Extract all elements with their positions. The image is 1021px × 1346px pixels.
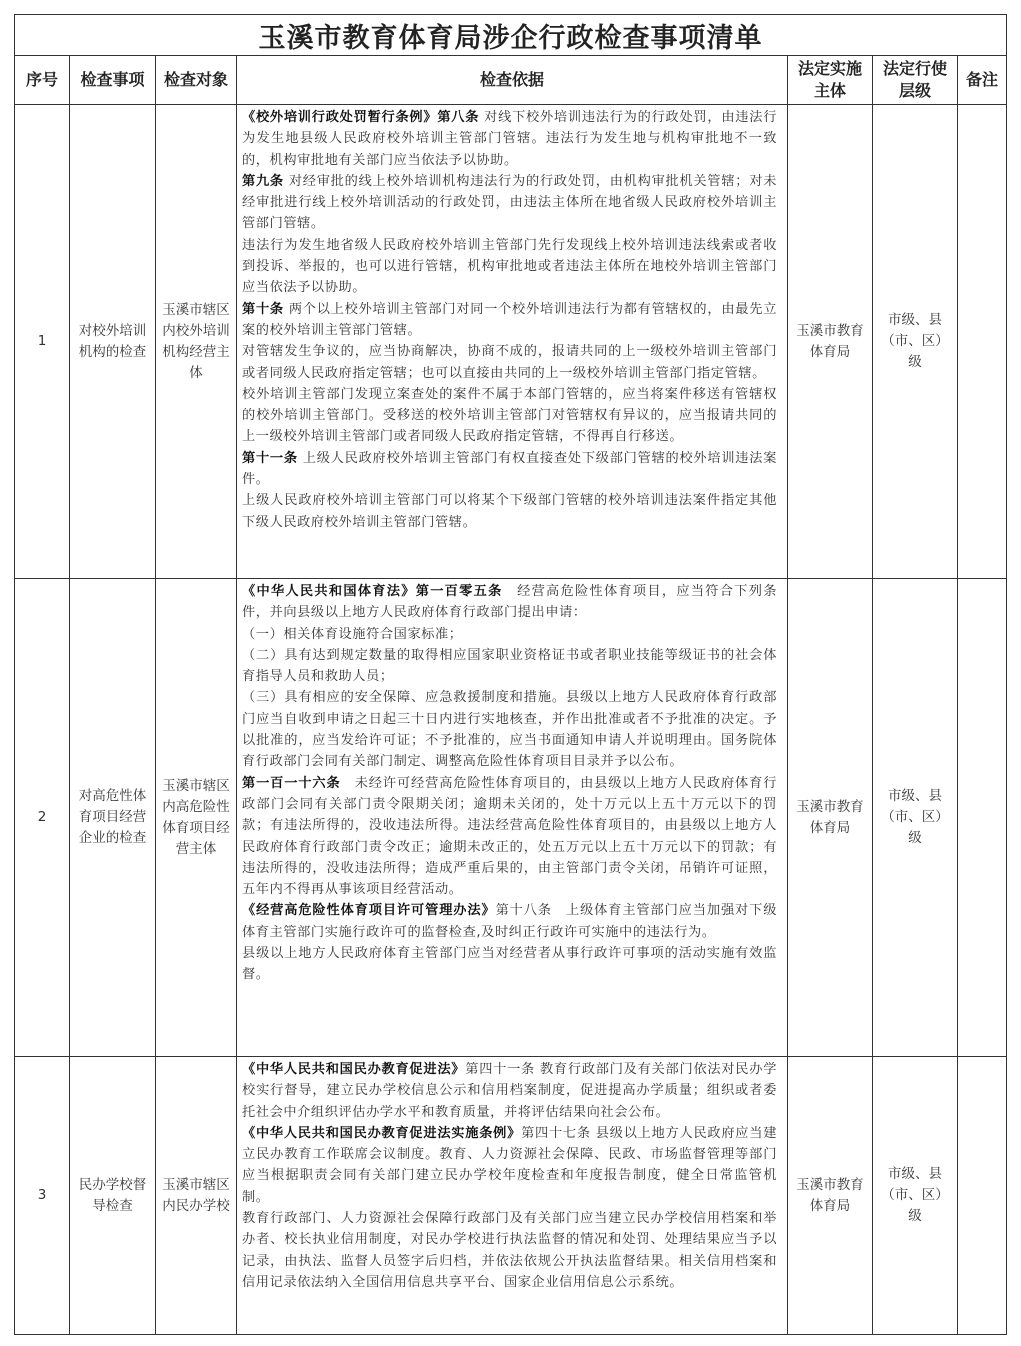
basis-text: 校外培训主管部门发现立案查处的案件不属于本部门管辖的，应当将案件移送有管辖权的校外培训主管部门。受移送的校外培训主管部门对管辖权有异议的，应当报请共同的上一级校外培训主管部门或者同级人民政府指定管辖，不得再自行移送。 bbox=[242, 386, 777, 445]
row-remark bbox=[958, 1057, 1007, 1335]
header-level: 法定行使层级 bbox=[873, 56, 958, 105]
row-subject: 玉溪市教育体育局 bbox=[788, 105, 873, 579]
row-seq: 2 bbox=[15, 579, 70, 1057]
header-remark: 备注 bbox=[958, 56, 1007, 105]
basis-paragraph bbox=[242, 645, 777, 688]
row-level: 市级、县（市、区）级 bbox=[873, 1057, 958, 1335]
row-remark bbox=[958, 105, 1007, 579]
row-target: 玉溪市辖区内高危险性体育项目经营主体 bbox=[156, 579, 237, 1057]
basis-text: 对线下校外培训违法行为的行政处罚，由违法行为发生地县级人民政府校外培训主管部门管辖。违法行为发生地与机构审批地不一致的，机构审批地有关部门应当依法予以协助。 bbox=[242, 110, 778, 168]
header-seq: 序号 bbox=[15, 56, 70, 105]
table-row bbox=[15, 105, 1007, 579]
basis-text: 第四十七条 县级以上地方人民政府应当建立民办教育工作联席会议制度。教育、人力资源社会保障、民政、市场监督管理等部门应当根据职责会同有关部门建立民办学校年度检查和年度报告制度，健全日常监管机制。 bbox=[242, 1125, 778, 1205]
basis-text: 未经许可经营高危险性体育项目的，由县级以上地方人民政府体育行政部门会同有关部门责令限期关闭；逾期未关闭的，处十万元以上五十万元以下的罚款；有违法所得的，没收违法所得。违法经营高危险性体育项目的，由县级以上地方人民政府体育行政部门责令改正；逾期未改正的，处五万元以上五十万元以下的罚款；有违法所得的，没收违法所得；造成严重后果的，由主管部门责令关闭，吊销许可证照，五年内不得再从事该项目经营活动。 bbox=[242, 775, 777, 898]
basis-paragraph bbox=[242, 1208, 777, 1293]
basis-text: 教育行政部门、人力资源社会保障行政部门及有关部门应当建立民办学校信用档案和举办者、校长执业信用制度，对民办学校进行执法监督的情况和处罚、处理结果应当予以记录，由执法、监督人员签字后归档，并依法依规公开执法监督结果。相关信用档案和信用记录依法纳入全国信用信息共享平台、国家企业信用信息公示系统。 bbox=[242, 1211, 777, 1290]
row-item: 对校外培训机构的检查 bbox=[70, 105, 156, 579]
row-item: 对高危性体育项目经营企业的检查 bbox=[70, 579, 156, 1057]
table-row bbox=[15, 1057, 1007, 1335]
header-item: 检查事项 bbox=[70, 56, 156, 105]
basis-paragraph bbox=[242, 171, 777, 235]
row-basis bbox=[237, 1057, 788, 1335]
row-subject: 玉溪市教育体育局 bbox=[788, 1057, 873, 1335]
basis-paragraph bbox=[242, 900, 777, 943]
basis-article: 《校外培训行政处罚暂行条例》第八条 bbox=[242, 110, 480, 125]
basis-paragraph bbox=[242, 299, 777, 342]
row-item: 民办学校督导检查 bbox=[70, 1057, 156, 1335]
basis-text: 上级人民政府校外培训主管部门可以将某个下级部门管辖的校外培训违法案件指定其他下级人民政府校外培训主管部门管辖。 bbox=[242, 493, 777, 530]
inspection-table bbox=[14, 14, 1007, 1335]
basis-article: 第一百一十六条 bbox=[242, 775, 341, 791]
basis-text: （三）具有相应的安全保障、应急救援制度和措施。县级以上地方人民政府体育行政部门应当自收到申请之日起三十日内进行实地核查，并作出批准或者不予批准的决定。予以批准的，应当发给许可证；不予批准的，应当书面通知申请人并说明理由。国务院体育行政部门会同有关部门制定、调整高危险性体育项目目录并予以公布。 bbox=[242, 690, 777, 770]
basis-paragraph bbox=[242, 448, 777, 491]
row-basis bbox=[237, 105, 788, 579]
table-row bbox=[15, 579, 1007, 1057]
basis-paragraph bbox=[242, 490, 777, 533]
basis-article: 《中华人民共和国民办教育促进法实施条例》 bbox=[242, 1125, 522, 1141]
basis-paragraph bbox=[242, 235, 777, 299]
basis-text: 第十八条 上级体育主管部门应当加强对下级体育主管部门实施行政许可的监督检查,及时纠正行政许可实施中的违法行为。 bbox=[242, 903, 777, 940]
page-title: 玉溪市教育体育局涉企行政检查事项清单 bbox=[15, 15, 1007, 56]
row-target: 玉溪市辖区内民办学校 bbox=[156, 1057, 237, 1335]
header-target: 检查对象 bbox=[156, 56, 237, 105]
row-remark bbox=[958, 579, 1007, 1057]
basis-article: 《中华人民共和国体育法》第一百零五条 bbox=[242, 584, 503, 599]
basis-paragraph bbox=[242, 1123, 777, 1208]
basis-text: 两个以上校外培训主管部门对同一个校外培训违法行为都有管辖权的，由最先立案的校外培训主管部门管辖。 bbox=[242, 301, 777, 338]
row-basis bbox=[237, 579, 788, 1057]
row-level: 市级、县（市、区）级 bbox=[873, 105, 958, 579]
basis-article: 第十一条 bbox=[242, 450, 298, 466]
basis-text: 县级以上地方人民政府体育主管部门应当对经营者从事行政许可事项的活动实施有效监督。 bbox=[242, 946, 777, 983]
header-subject: 法定实施主体 bbox=[788, 56, 873, 105]
basis-text: 违法行为发生地省级人民政府校外培训主管部门先行发现线上校外培训违法线索或者收到投诉、举报的，也可以进行管辖，机构审批地或者违法主体所在地校外培训主管部门应当依法予以协助。 bbox=[242, 237, 777, 296]
basis-paragraph bbox=[242, 1059, 777, 1123]
basis-text: 上级人民政府校外培训主管部门有权直接查处下级部门管辖的校外培训违法案件。 bbox=[242, 450, 777, 488]
basis-paragraph bbox=[242, 384, 777, 448]
basis-paragraph bbox=[242, 581, 777, 624]
basis-article: 《经营高危险性体育项目许可管理办法》 bbox=[242, 903, 496, 919]
basis-paragraph bbox=[242, 687, 777, 772]
row-level: 市级、县（市、区）级 bbox=[873, 579, 958, 1057]
row-target: 玉溪市辖区内校外培训机构经营主体 bbox=[156, 105, 237, 579]
basis-article: 第十条 bbox=[242, 301, 284, 317]
row-seq: 3 bbox=[15, 1057, 70, 1335]
basis-text: 经营高危险性体育项目，应当符合下列条件，并向县级以上地方人民政府体育行政部门提出申请： bbox=[242, 584, 777, 621]
basis-paragraph bbox=[242, 943, 777, 986]
header-basis: 检查依据 bbox=[237, 56, 788, 105]
basis-paragraph bbox=[242, 107, 777, 171]
header-row bbox=[15, 56, 1007, 105]
basis-text: 对管辖发生争议的，应当协商解决，协商不成的，报请共同的上一级校外培训主管部门或者同级人民政府指定管辖；也可以直接由共同的上一级校外培训主管部门指定管辖。 bbox=[242, 344, 777, 381]
row-seq: 1 bbox=[15, 105, 70, 579]
basis-paragraph bbox=[242, 773, 777, 901]
basis-text: 对经审批的线上校外培训机构违法行为的行政处罚，由机构审批机关管辖；对未经审批进行线上校外培训活动的行政处罚，由违法主体所在地省级人民政府校外培训主管部门管辖。 bbox=[242, 173, 777, 232]
basis-text: 第四十一条 教育行政部门及有关部门依法对民办学校实行督导，建立民办学校信息公示和信用档案制度，促进提高办学质量；组织或者委托社会中介组织评估办学水平和教育质量，并将评估结果向社会公布。 bbox=[242, 1062, 777, 1120]
row-subject: 玉溪市教育体育局 bbox=[788, 579, 873, 1057]
basis-text: （一）相关体育设施符合国家标准； bbox=[242, 626, 463, 642]
basis-article: 第九条 bbox=[242, 173, 284, 189]
basis-paragraph bbox=[242, 341, 777, 384]
basis-paragraph bbox=[242, 624, 777, 645]
basis-article: 《中华人民共和国民办教育促进法》 bbox=[242, 1062, 466, 1077]
basis-text: （二）具有达到规定数量的取得相应国家职业资格证书或者职业技能等级证书的社会体育指导人员和救助人员； bbox=[242, 647, 777, 685]
